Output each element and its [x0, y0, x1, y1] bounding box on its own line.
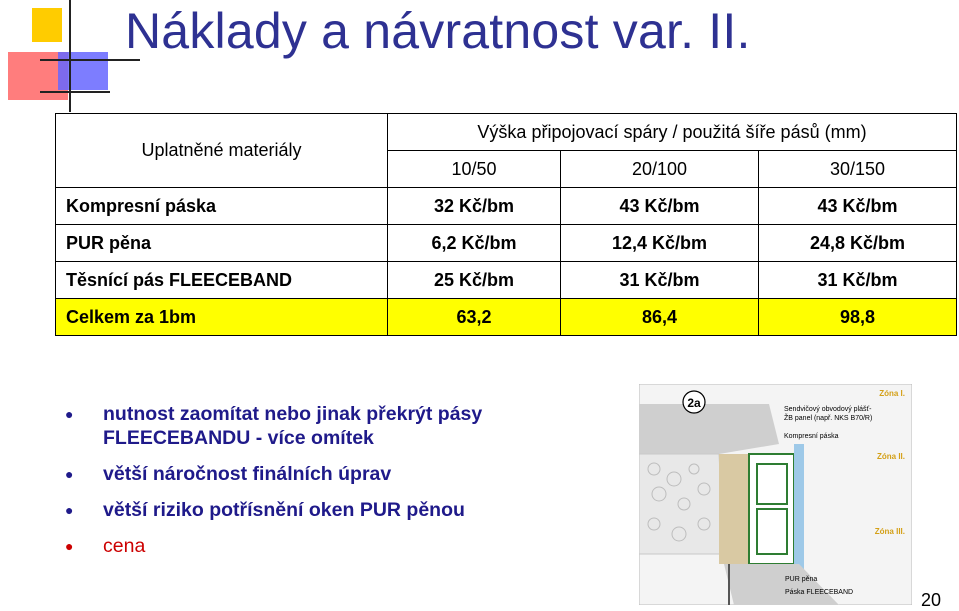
column-header: 30/150 — [759, 151, 957, 188]
table-cell: 24,8 Kč/bm — [759, 225, 957, 262]
panel-label-line-2: ŽB panel (např. NKS B70/R) — [784, 415, 873, 422]
total-cell: 98,8 — [759, 299, 957, 336]
total-cell: 86,4 — [561, 299, 759, 336]
total-label: Celkem za 1bm — [56, 299, 388, 336]
bullet-icon: ● — [65, 466, 74, 482]
row-label: Kompresní páska — [56, 188, 388, 225]
badge-label: 2a — [687, 396, 701, 410]
page-number: 20 — [921, 590, 942, 610]
column-header: 10/50 — [388, 151, 561, 188]
table-cell: 31 Kč/bm — [759, 262, 957, 299]
list-item-text: větší náročnost finálních úprav — [103, 463, 392, 485]
total-row — [56, 299, 957, 336]
list-item — [65, 534, 585, 558]
pur-foam-area — [719, 454, 749, 564]
logo-blue-square — [58, 52, 108, 90]
wall-panel — [639, 404, 779, 454]
list-item-text: nutnost zaomítat nebo jinak překrýt pásy FLEECEBANDU - více omítek — [103, 403, 483, 449]
list-item — [65, 462, 585, 486]
table-row — [56, 262, 957, 299]
zone-2-label: Zóna II. — [877, 452, 905, 461]
table-cell: 12,4 Kč/bm — [561, 225, 759, 262]
row-label: PUR pěna — [56, 225, 388, 262]
window-joint-diagram — [639, 384, 912, 605]
total-cell: 63,2 — [388, 299, 561, 336]
table-row — [56, 225, 957, 262]
column-header: 20/100 — [561, 151, 759, 188]
insulation-block — [639, 454, 724, 554]
list-item — [65, 402, 585, 450]
table-header-row — [56, 114, 957, 151]
glazing — [794, 444, 804, 574]
page-title: Náklady a návratnost var. II. — [125, 3, 751, 59]
group-header: Výška připojovací spáry / použitá šíře pásů (mm) — [388, 114, 957, 151]
table-cell: 25 Kč/bm — [388, 262, 561, 299]
table-row — [56, 188, 957, 225]
decorative-logo — [0, 0, 140, 115]
table-cell: 43 Kč/bm — [561, 188, 759, 225]
bullet-icon: ● — [65, 538, 74, 554]
table-cell: 43 Kč/bm — [759, 188, 957, 225]
row-label: Těsnící pás FLEECEBAND — [56, 262, 388, 299]
bullet-icon: ● — [65, 502, 74, 518]
zone-1-label: Zóna I. — [879, 389, 905, 398]
table-cell: 32 Kč/bm — [388, 188, 561, 225]
foam-label: PUR pěna — [785, 576, 818, 583]
tape-label: Kompresní páska — [784, 433, 839, 440]
cost-table — [55, 113, 957, 336]
panel-label-line-1: Sendvičový obvodový plášť- — [784, 406, 872, 413]
logo-yellow-square — [32, 8, 62, 42]
table-cell: 31 Kč/bm — [561, 262, 759, 299]
list-item-text: cena — [103, 535, 146, 557]
table-cell: 6,2 Kč/bm — [388, 225, 561, 262]
zone-3-label: Zóna III. — [874, 527, 905, 536]
bullet-list — [65, 402, 585, 570]
corner-header: Uplatněné materiály — [56, 114, 388, 188]
list-item — [65, 498, 585, 522]
list-item-text: větší riziko potřísnění oken PUR pěnou — [103, 499, 465, 521]
fleeceband-label: Páska FLEECEBAND — [785, 589, 854, 596]
bullet-icon: ● — [65, 406, 74, 422]
